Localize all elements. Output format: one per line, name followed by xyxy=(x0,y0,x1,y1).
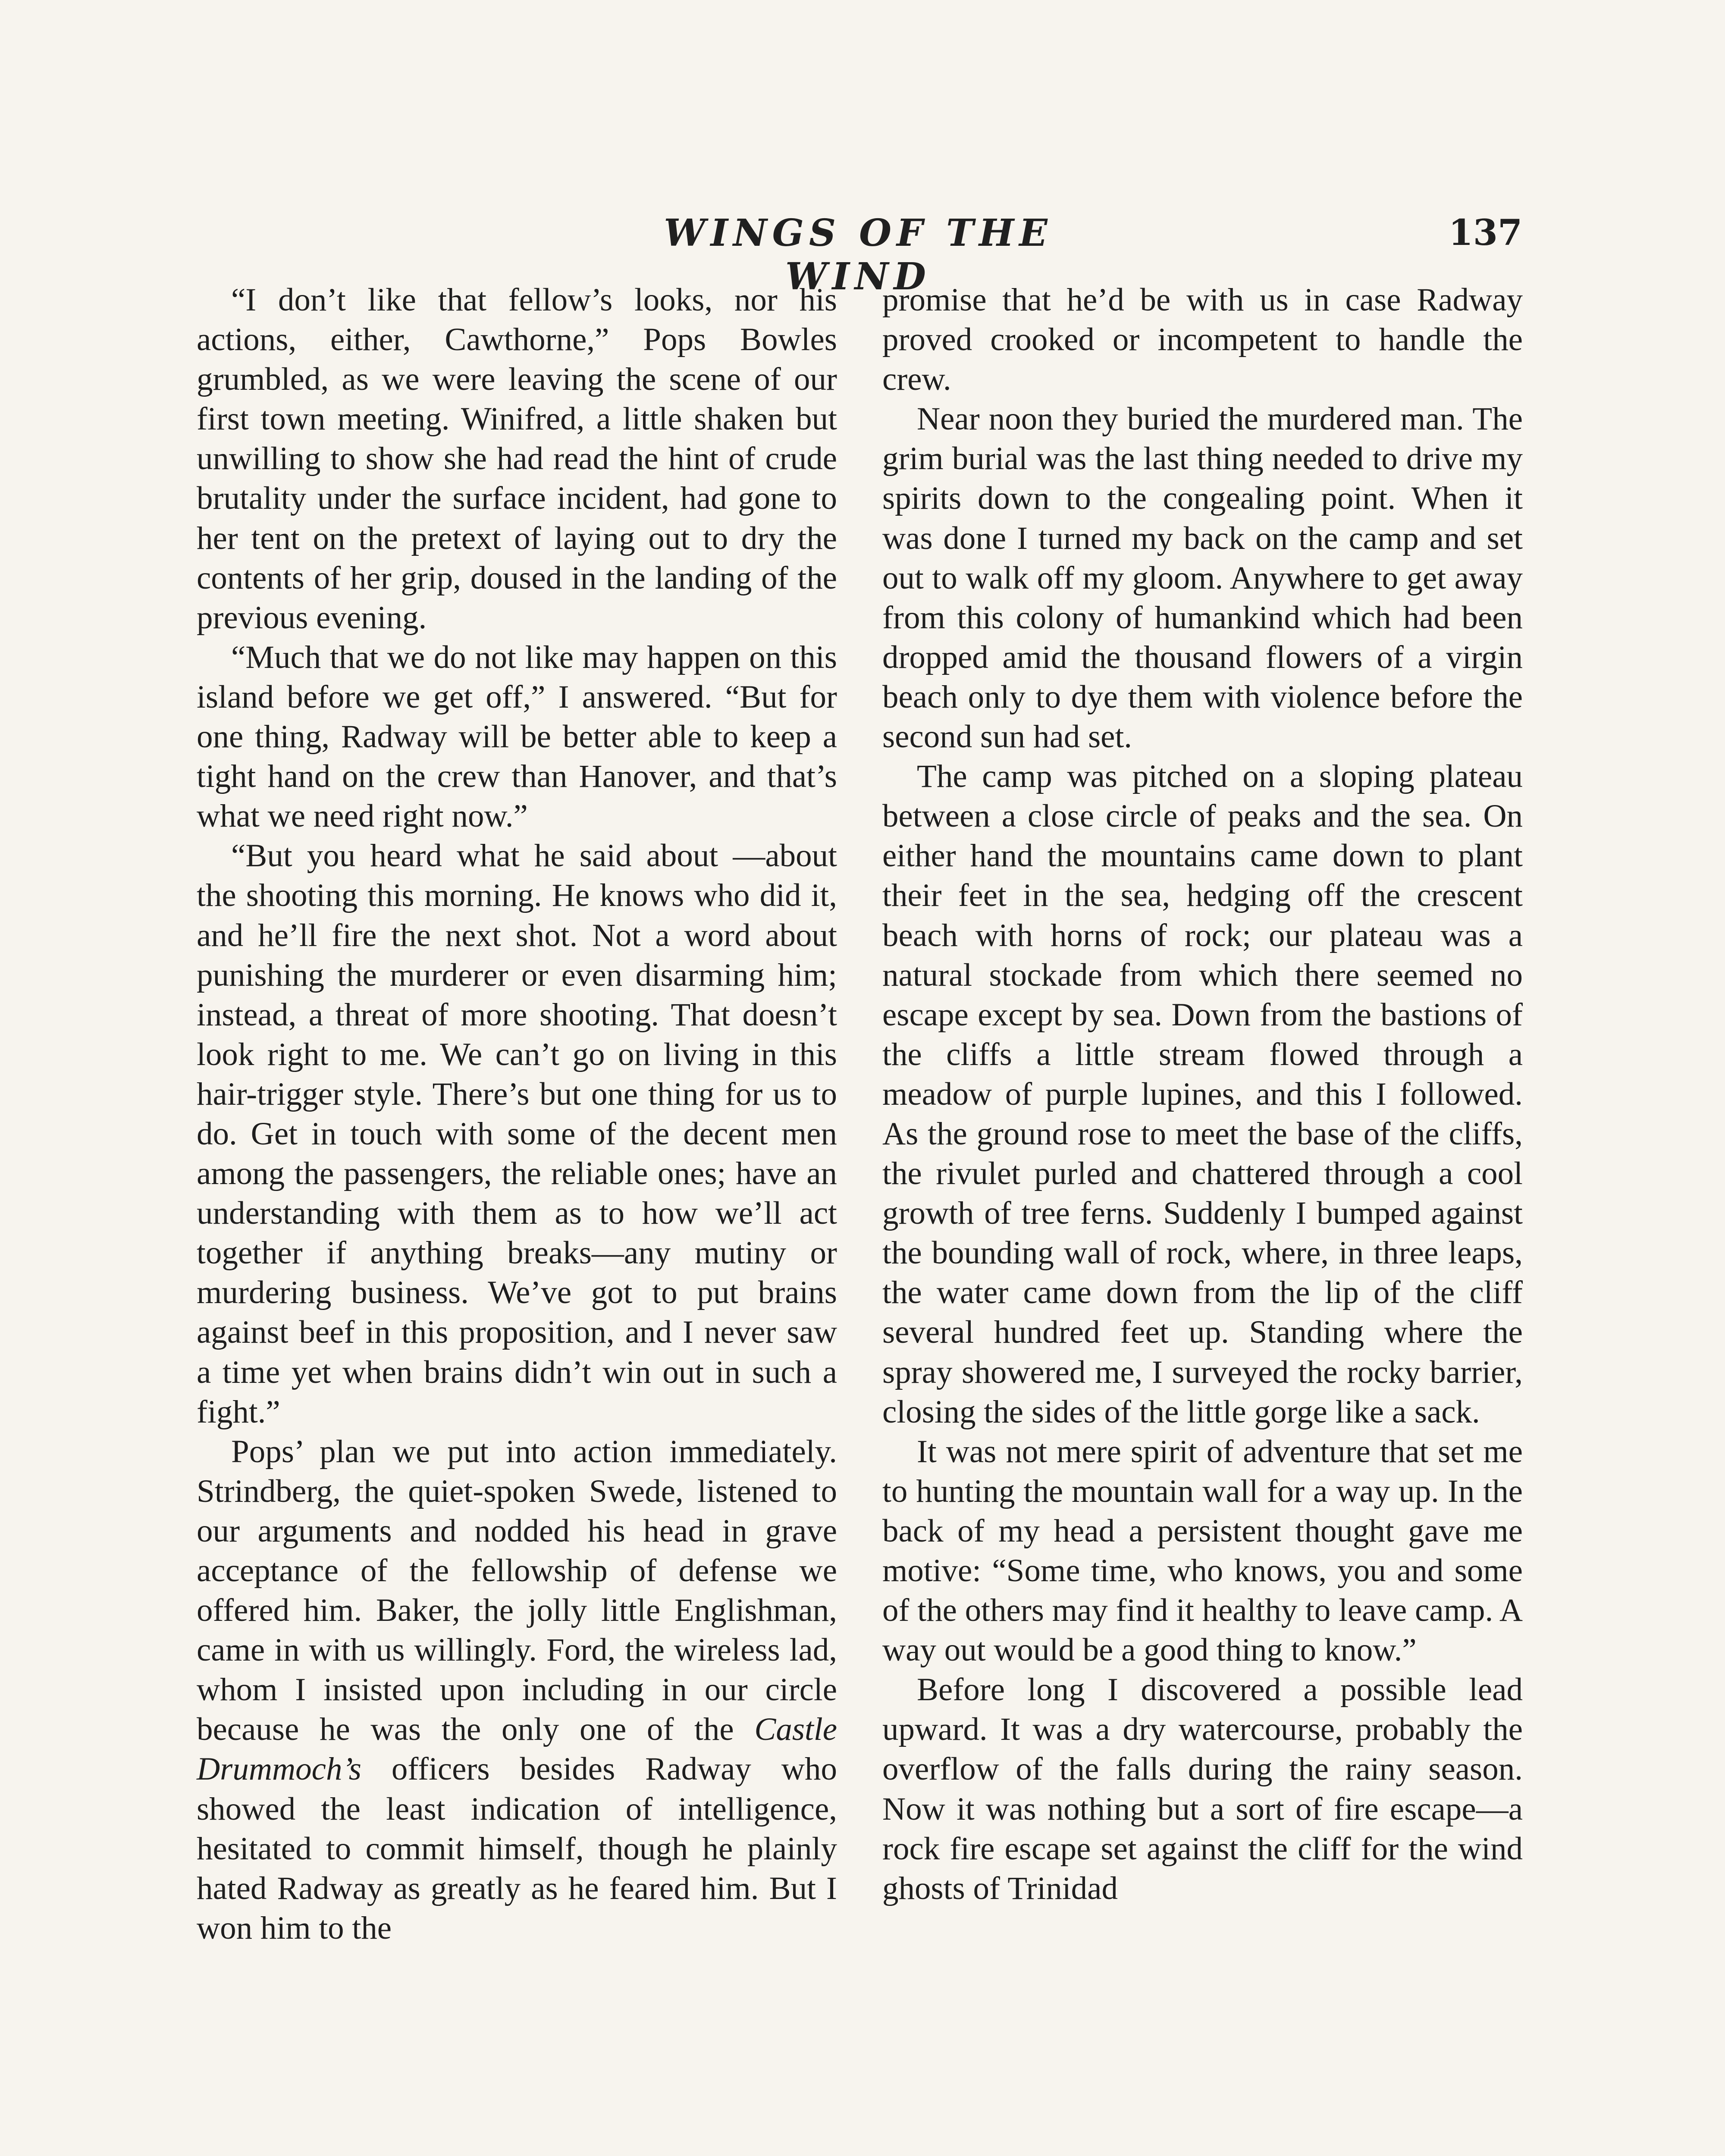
paragraph: The camp was pitched on a sloping plateau between a close circle of peaks and the sea. On either hand the mountains came down to plant their feet in the sea, hedging off the crescent beach with horns of rock; our plateau was a natural stockade from which there seemed no escape except by sea. Down from the bastions of the cliffs a little stream flowed through a meadow of purple lupines, and this I followed. As the ground rose to meet the base of the cliffs, the rivulet purled and chattered through a cool growth of tree ferns. Suddenly I bumped against the bounding wall of rock, where, in three leaps, the water came down from the lip of the cliff several hundred feet up. Standing where the spray showered me, I surveyed the rocky barrier, closing the sides of the little gorge like a sack. xyxy=(882,758,1523,1430)
page-header xyxy=(0,211,1725,298)
paragraph: “I don’t like that fellow’s looks, nor his actions, either, Cawthorne,” Pops Bowles grumbled, as we were leaving the scene of our first town meeting. Winifred, a little shaken but unwilling to show she had read the hint of crude brutality under the surface incident, had gone to her tent on the pretext of laying out to dry the contents of her grip, doused in the landing of the previous evening. xyxy=(197,282,837,636)
paragraph: “Much that we do not like may happen on this island before we get off,” I answered. “But for one thing, Radway will be better able to keep a tight hand on the crew than Hanover, and that’s what we need right now.” xyxy=(197,639,837,834)
paragraph-text: officers besides Radway who showed the least indication of intelligence, hesitated to commit himself, though he plainly hated Radway as greatly as he feared him. But I won him to the xyxy=(197,1751,837,1946)
paragraph: “But you heard what he said about —about the shooting this morning. He knows who did it, and he’ll fire the next shot. Not a word about punishing the murderer or even disarming him; instead, a threat of more shooting. That doesn’t look right to me. We can’t go on living in this hair-trigger style. There’s but one thing for us to do. Get in touch with some of the decent men among the passengers, the reliable ones; have an understanding with them as to how we’ll act together if anything breaks—any mutiny or murdering business. We’ve got to put brains against beef in this proposition, and I never saw a time yet when brains didn’t win out in such a fight.” xyxy=(197,838,837,1430)
left-column xyxy=(197,280,837,1948)
page-number: 137 xyxy=(1448,212,1522,254)
running-title: WINGS OF THE WIND xyxy=(664,211,1053,298)
paragraph: Before long I discovered a possible lead upward. It was a dry watercourse, probably the overflow of the falls during the rainy season. Now it was nothing but a sort of fire escape—a rock fire escape set against the cliff for the wind ghosts of Trinidad xyxy=(882,1672,1523,1906)
paragraph: It was not mere spirit of adventure that set me to hunting the mountain wall for a way up. In the back of my head a persistent thought gave me motive: “Some time, who knows, you and some of the others may find it healthy to leave camp. A way out would be a good thing to know.” xyxy=(882,1433,1523,1668)
right-column xyxy=(882,280,1523,1908)
ship-name: Castle Drummoch’s xyxy=(197,1711,837,1787)
paragraph-text: Pops’ plan we put into action immediately. Strindberg, the quiet-spoken Swede, listened to our arguments and nodded his head in grave acceptance of the fellowship of defense we offered him. Baker, the jolly little Englishman, came in with us willingly. Ford, the wireless lad, whom I insisted upon including in our circle because he was the only one of the xyxy=(197,1433,837,1748)
paragraph: Near noon they buried the murdered man. The grim burial was the last thing needed to drive my spirits down to the congealing point. When it was done I turned my back on the camp and set out to walk off my gloom. Anywhere to get away from this colony of humankind which had been dropped amid the thousand flowers of a virgin beach only to dye them with violence before the second sun had set. xyxy=(882,401,1523,755)
paragraph xyxy=(197,1432,837,1948)
paragraph-continuation: promise that he’d be with us in case Radway proved crooked or incompetent to handle the crew. xyxy=(882,282,1523,398)
